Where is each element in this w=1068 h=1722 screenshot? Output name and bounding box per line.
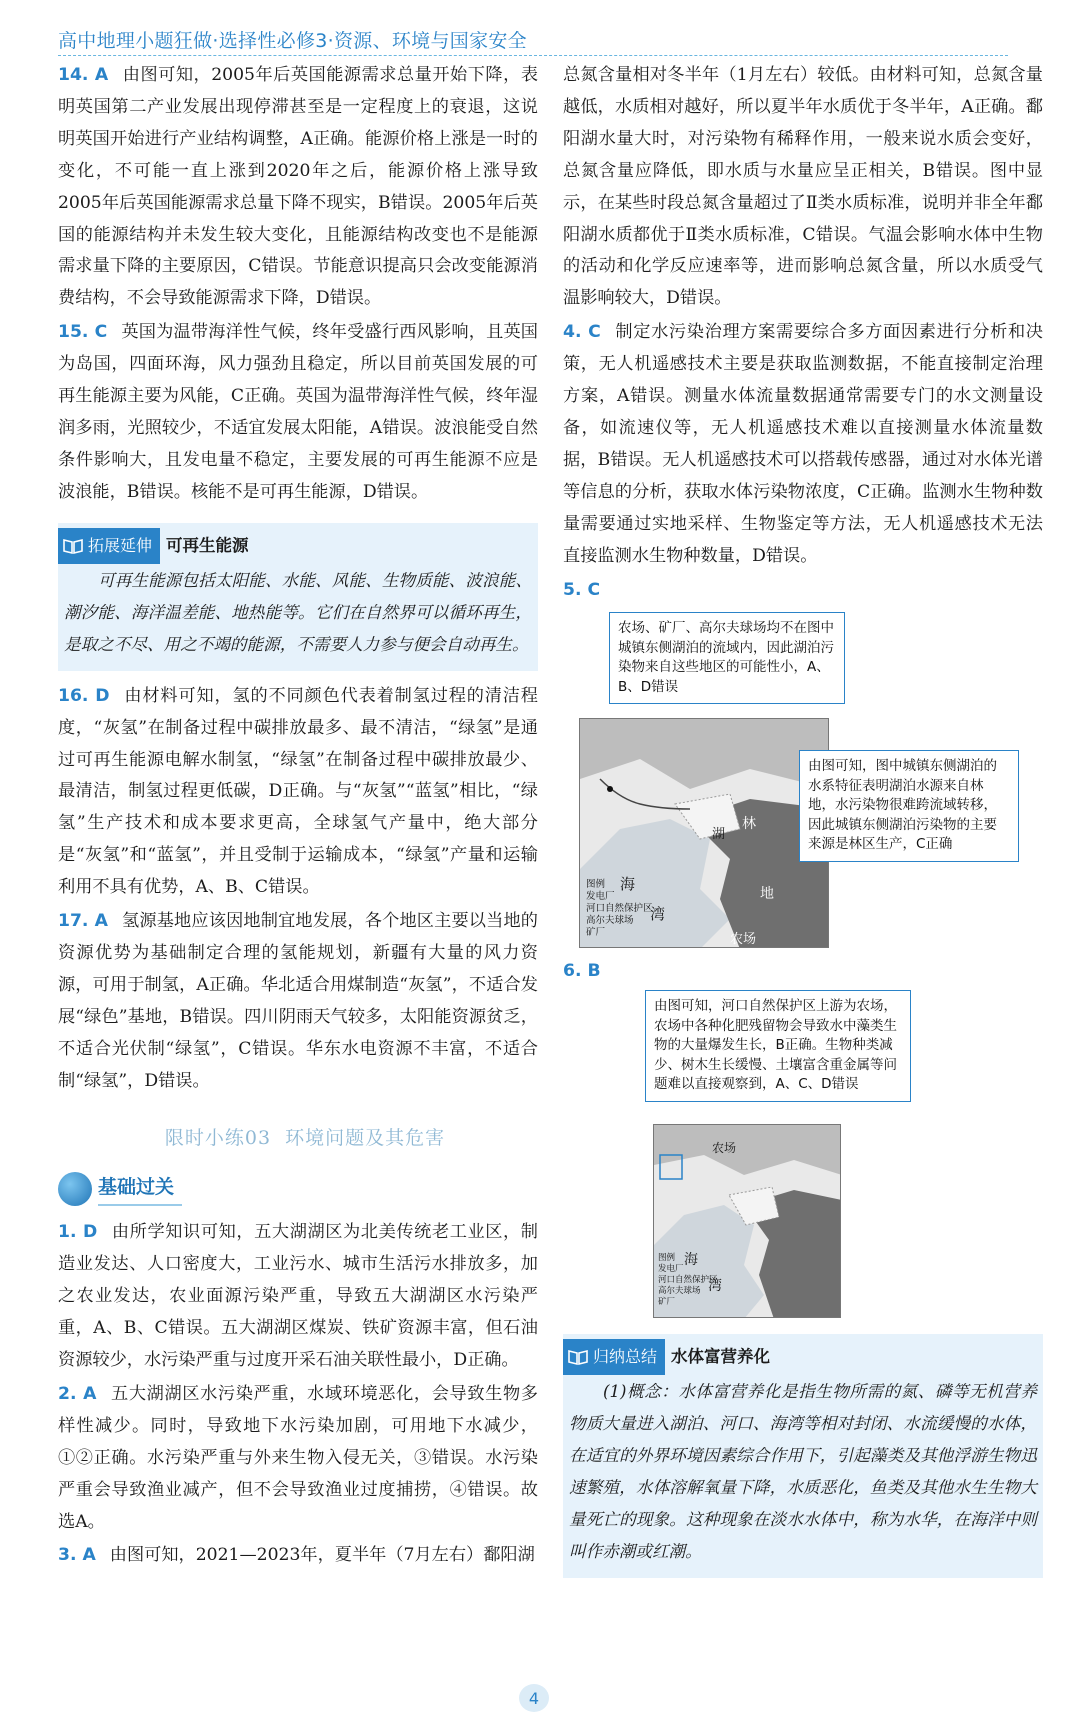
- map6-legend: 图例 发电厂 河口自然保护区 高尔夫球场 矿厂: [658, 1253, 718, 1308]
- summary-box: [563, 1334, 1043, 1578]
- book-icon: [567, 1348, 589, 1366]
- answer-16: 16. D 由材料可知，氢的不同颜色代表着制氢过程的清洁程度，“灰氢”在制备过程中碳排放最多、最不清洁，“绿氢”是通过可再生能源电解水制氢，“绿氢”在制备过程中碳排放最少、最清洁，制氢过程更低碳，D正确。与“灰氢”“蓝氢”相比，“绿氢”生产技术和成本要求更高，全球氢气产量中，绝大部分是“灰氢”和“蓝氢”，并且受制于运输成本，“绿氢”产量和运输利用不具有优势，A、B、C错误。: [58, 685, 538, 898]
- map6-label-sea: 海: [684, 1252, 698, 1269]
- map-label-land: 地: [760, 886, 774, 903]
- extension-label: 拓展延伸: [58, 528, 160, 564]
- answer-14: 14. A 由图可知，2005年后英国能源需求总量开始下降，表明英国第二产业发展出现停滞甚至是一定程度上的衰退，这说明英国开始进行产业结构调整，A正确。能源价格上涨是一时的变化，不可能一直上涨到2020年之后，能源价格上涨导致2005年后英国能源需求总量下降不现实，B错误。2005年后英国的能源结构并未发生较大变化，且能源结构改变也不是能源需求量下降的主要原因，C错误。节能意识提高只会改变能源消费结构，不会导致能源需求下降，D错误。: [58, 65, 539, 309]
- basic-section-heading: 基础过关: [58, 1169, 538, 1209]
- answer-2: 2. A 五大湖湖区水污染严重，水域环境恶化，会导致生物多样性减少。同时，导致地下水污染加剧，可用地下水减少，①②正确。水污染严重与外来生物入侵无关，③错误。水污染严重会导致渔业减产，但不会导致渔业过度捕捞，④错误。故选A。: [58, 1383, 538, 1532]
- callout-q6-top: 由图可知，河口自然保护区上游为农场，农场中各种化肥残留物会导致水中藻类生物的大量爆发生长，B正确。生物种类减少、树木生长缓慢、土壤富含重金属等问题难以直接观察到，A、C、D错误: [645, 990, 911, 1102]
- map6-label-farm: 农场: [712, 1141, 737, 1156]
- figure-q6: [563, 990, 1043, 1320]
- map-label-farm: 农场: [730, 932, 757, 948]
- answer-6: 6. B: [563, 961, 601, 982]
- answer-3: 3. A 由图可知，2021—2023年，夏半年（7月左右）鄱阳湖: [58, 1545, 535, 1566]
- running-header: 高中地理小题狂做·选择性必修3·资源、环境与国家安全: [58, 30, 527, 52]
- globe-icon: [58, 1172, 92, 1206]
- section-title: 限时小练03 环境问题及其危害: [164, 1127, 446, 1150]
- extension-heading: 可再生能源: [166, 535, 249, 555]
- summary-heading: 水体富营养化: [671, 1347, 771, 1367]
- map-q5: [579, 718, 829, 948]
- map-legend: 图例 发电厂 河口自然保护区 高尔夫球场 矿厂: [586, 879, 653, 939]
- page-number: 4: [519, 1684, 549, 1712]
- callout-q5-top: 农场、矿厂、高尔夫球场均不在图中城镇东侧湖泊的流域内，因此湖泊污染物来自这些地区的可能性小，A、B、D错误: [609, 612, 845, 704]
- answer-3-continued: 总氮含量相对冬半年（1月左右）较低。由材料可知，总氮含量越低，水质相对越好，所以夏半年水质优于冬半年，A正确。鄱阳湖水量大时，对污染物有稀释作用，一般来说水质会变好，总氮含量应降低，即水质与水量应呈正相关，B错误。图中显示，在某些时段总氮含量超过了Ⅱ类水质标准，说明并非全年鄱阳湖水质都优于Ⅱ类水质标准，C错误。气温会影响水体中生物的活动和化学反应速率等，进而影响总氮含量，所以水质受气温影响较大，D错误。: [563, 65, 1043, 309]
- summary-label: 归纳总结: [563, 1339, 665, 1375]
- summary-text: (1)概念：水体富营养化是指生物所需的氮、磷等无机营养物质大量进入湖泊、河口、海湾等相对封闭、水流缓慢的水体，在适宜的外界环境因素综合作用下，引起藻类及其他浮游生物迅速繁殖，水体溶解氧量下降，水质恶化，鱼类及其他水生生物大量死亡的现象。这种现象在淡水水体中，称为水华，在海洋中则叫作赤潮或红潮。: [569, 1382, 1037, 1562]
- answer-4: 4. C 制定水污染治理方案需要综合多方面因素进行分析和决策，无人机遥感技术主要是获取监测数据，不能直接制定治理方案，A错误。测量水体流量数据通常需要专门的水文测量设备，如流速仪等，无人机遥感技术难以直接测量水体流量数据，B错误。无人机遥感技术可以搭载传感器，通过对水体光谱等信息的分析，获取水体污染物浓度，C正确。监测水生物种数量需要通过实地采样、生物鉴定等方法，无人机遥感技术无法直接监测水生物种数量，D错误。: [563, 322, 1043, 566]
- left-column: [58, 60, 538, 1574]
- map-label-forest: 林: [742, 816, 756, 833]
- extension-box: [58, 523, 538, 671]
- answer-17: 17. A 氢源基地应该因地制宜地发展，各个地区主要以当地的资源优势为基础制定合理的氢能规划，新疆有大量的风力资源，可用于制氢，A正确。华北适合用煤制造“灰氢”，不适合发展“绿色”基地，B错误。四川阴雨天气较多，太阳能资源贫乏，不适合光伏制“绿氢”，C错误。华东水电资源不丰富，不适合制“绿氢”，D错误。: [58, 911, 538, 1091]
- map-q6: [653, 1124, 841, 1318]
- map-label-bay: 湾: [650, 905, 666, 924]
- map6-label-bay: 湾: [708, 1278, 722, 1295]
- header-divider: [58, 55, 1008, 56]
- map-label-lake: 湖: [712, 827, 726, 843]
- answer-1: 1. D 由所学知识可知，五大湖湖区为北美传统老工业区，制造业发达、人口密度大，工业污水、城市生活污水排放多，加之农业发达，农业面源污染严重，导致五大湖湖区水污染严重，A、B、C错误。五大湖湖区煤炭、铁矿资源丰富，但石油资源较少，水污染严重与过度开采石油关联性最小，D正确。: [58, 1222, 538, 1370]
- book-icon: [62, 537, 84, 555]
- answer-15: 15. C 英国为温带海洋性气候，终年受盛行西风影响，且英国为岛国，四面环海，风力强劲且稳定，所以目前英国发展的可再生能源主要为风能，C正确。英国为温带海洋性气候，终年湿润多雨，光照较少，不适宜发展太阳能，A错误。波浪能受自然条件影响大，且发电量不稳定，主要发展的可再生能源不应是波浪能，B错误。核能不是可再生能源，D错误。: [58, 322, 538, 502]
- answer-5: 5. C: [563, 579, 601, 600]
- figure-q5: [563, 608, 1043, 956]
- extension-text: 可再生能源包括太阳能、水能、风能、生物质能、波浪能、潮汐能、海洋温差能、地热能等。它们在自然界可以循环再生，是取之不尽、用之不竭的能源，不需要人力参与便会自动再生。: [64, 570, 532, 654]
- callout-q5-right: 由图可知，图中城镇东侧湖泊的水系特征表明湖泊水源来自林地，水污染物很难跨流域转移，因此城镇东侧湖泊污染物的主要来源是林区生产，C正确: [799, 750, 1019, 862]
- right-column: [563, 60, 1043, 1588]
- map-label-sea: 海: [620, 875, 636, 894]
